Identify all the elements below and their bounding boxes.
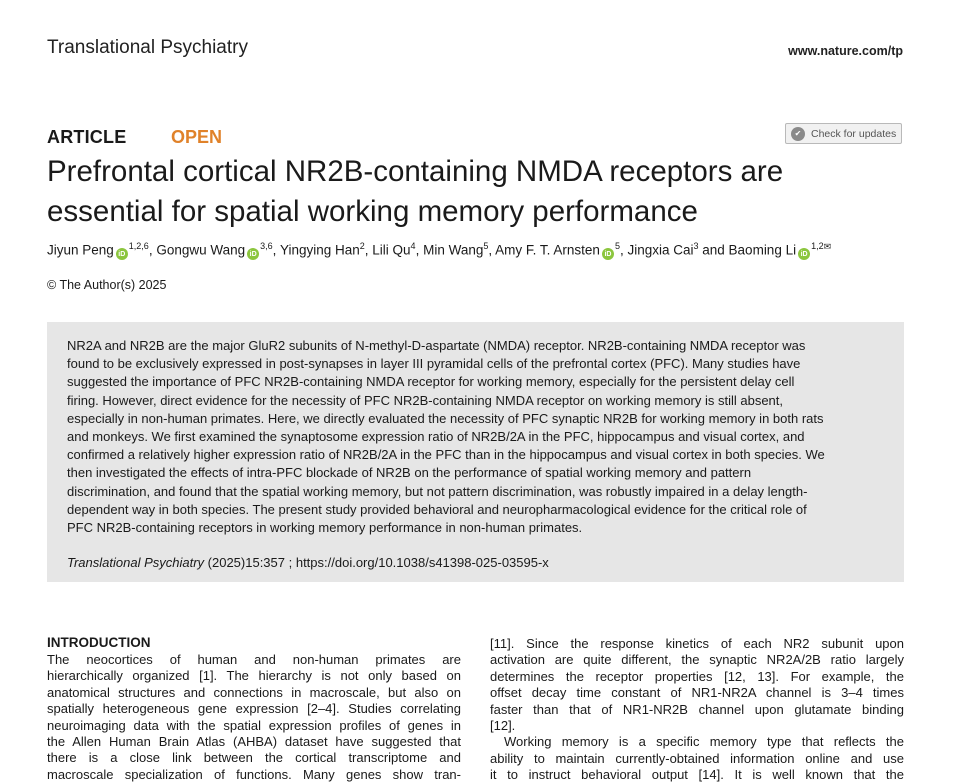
author-affiliation: 2 (359, 241, 365, 251)
author-list (47, 241, 831, 260)
abstract-line: discrimination, and found that the spatial working memory, but not pattern discrimination, was robustly impaired in a delay length- (67, 483, 808, 499)
section-heading-introduction: INTRODUCTION (47, 635, 151, 650)
bookmark-icon: ✔ (791, 127, 805, 141)
copyright-notice: © The Author(s) 2025 (47, 278, 167, 292)
author-separator: , (415, 242, 424, 258)
body-text-line: neuroimaging data with the spatial expression profiles of genes in (47, 717, 461, 733)
abstract-line: and monkeys. We first examined the synaptosome expression ratio of NR2B/2A in the PFC, hippocampus and visual cortex, and (67, 429, 805, 445)
check-for-updates-label: Check for updates (811, 127, 897, 140)
author-affiliation: 4 (410, 241, 416, 251)
author-affiliation: 1,2 (811, 241, 824, 251)
author-affiliation: 5 (614, 241, 620, 251)
body-text-line: there is a close link between the cortical transcriptome and (47, 750, 461, 766)
author-name[interactable]: Baoming Li (728, 242, 797, 258)
body-text-line: activation are quite different, the synaptic NR2A/2B ratio largely (490, 652, 904, 668)
abstract-line: firing. However, direct evidence for the necessity of PFC NR2B-containing NMDA receptor on working memory is still absent, (67, 392, 784, 408)
article-title-line: essential for spatial working memory performance (47, 195, 698, 228)
body-text-line: macroscale specialization of functions. Many genes show tran- (47, 766, 461, 782)
journal-name: Translational Psychiatry (47, 37, 248, 58)
author-affiliation: 5 (483, 241, 489, 251)
body-text-line: anatomical structures and connections in macroscale, but also on (47, 684, 461, 700)
author-name[interactable]: Min Wang (423, 242, 484, 258)
author-affiliation: 3,6 (260, 241, 273, 251)
author-name[interactable]: Yingying Han (279, 242, 360, 258)
body-text-line: The neocortices of human and non-human primates are (47, 652, 461, 667)
author-separator: , (272, 242, 280, 258)
abstract-line: PFC NR2B-containing receptors in working memory performance in non-human primates. (67, 520, 583, 536)
abstract-line: then investigated the effects of intra-PFC blockade of NR2B on the performance of spatial working memory and pattern (67, 465, 752, 481)
body-text-line: determines the receptor properties [12, 13]. For example, the (490, 668, 904, 684)
body-text-line: [12]. (490, 718, 516, 734)
check-for-updates-button[interactable] (785, 123, 902, 144)
body-text-line: it to instruct behavioral output [14]. It is well known that the (490, 767, 904, 783)
abstract-line: dependent way in both species. The present study provided behavioral and neuropharmacological evidence for the critical role of (67, 501, 807, 517)
orcid-icon[interactable]: iD (116, 248, 128, 260)
orcid-icon[interactable]: iD (798, 248, 810, 260)
body-text-line: offset decay time constant of NR1-NR2A channel is 3–4 times (490, 685, 904, 701)
author-separator: and (698, 242, 729, 258)
abstract-line: suggested the importance of PFC NR2B-containing NMDA receptor for working memory, especially for the persistent delay cell (67, 374, 795, 390)
intro-left-column (47, 652, 461, 783)
body-text-line: the Allen Human Brain Atlas (AHBA) dataset have suggested that (47, 734, 461, 750)
author-separator: , (619, 242, 628, 258)
abstract-line: confirmed a relatively higher expression ratio of NR2B/2A in the PFC than in the hippocampus and visual cortex in both species. We (67, 447, 825, 463)
author-name[interactable]: Gongwu Wang (156, 242, 246, 258)
author-separator: , (364, 242, 373, 258)
citation-journal: Translational Psychiatry (67, 555, 205, 570)
body-text-line: hierarchically organized [1]. The hierarchy is not only based on (47, 668, 461, 684)
article-type-label: ARTICLE (47, 127, 127, 147)
citation-doi-link[interactable]: (2025)15:357 ; https://doi.org/10.1038/s41398-025-03595-x (204, 555, 549, 570)
abstract-line: especially in non-human primates. Here, we directly evaluated the necessity of PFC synaptic NR2B for working memory in both rats (67, 410, 824, 426)
body-text-line: spatially heterogeneous gene expression [2–4]. Studies correlating (47, 701, 461, 717)
article-title (47, 152, 907, 232)
abstract-line: found to be exclusively expressed in post-synapses in layer III pyramidal cells of the prefrontal cortex (PFC). Many studies have (67, 356, 801, 372)
author-separator: , (148, 242, 157, 258)
orcid-icon[interactable]: iD (602, 248, 614, 260)
intro-right-column (490, 636, 904, 784)
author-name[interactable]: Lili Qu (372, 242, 411, 258)
body-text-line: [11]. Since the response kinetics of each NR2 subunit upon (490, 636, 904, 651)
abstract-box (47, 322, 904, 582)
author-separator: , (488, 242, 496, 258)
author-name[interactable]: Jingxia Cai (627, 242, 694, 258)
citation-line (67, 555, 549, 570)
author-affiliation: 1,2,6 (128, 241, 149, 251)
orcid-icon[interactable]: iD (247, 248, 259, 260)
abstract-line: NR2A and NR2B are the major GluR2 subunits of N-methyl-D-aspartate (NMDA) receptor. NR2B-containing NMDA receptor was (67, 338, 806, 353)
body-text-line: Working memory is a specific memory type that reflects the (504, 734, 904, 750)
open-access-label: OPEN (171, 127, 223, 147)
envelope-icon[interactable]: ✉ (823, 241, 832, 252)
author-name[interactable]: Jiyun Peng (47, 242, 114, 258)
journal-website-link[interactable]: www.nature.com/tp (788, 44, 903, 58)
article-title-line: Prefrontal cortical NR2B-containing NMDA receptors are (47, 155, 784, 188)
body-text-line: ability to maintain currently-obtained information online and use (490, 750, 904, 766)
body-text-line: faster than that of NR1-NR2B channel upon glutamate binding (490, 701, 904, 717)
author-affiliation: 3 (693, 241, 699, 251)
author-name[interactable]: Amy F. T. Arnsten (495, 242, 600, 258)
